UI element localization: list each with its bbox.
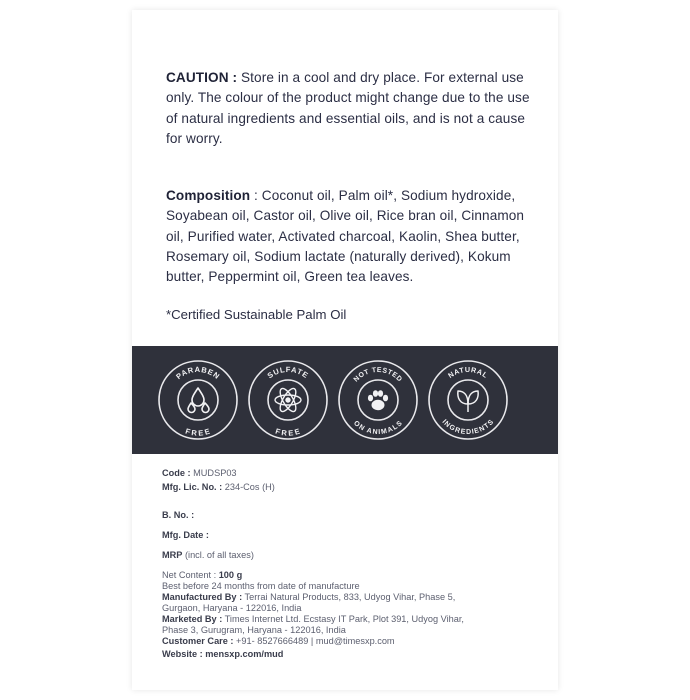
composition-text — [166, 186, 536, 287]
batch-row: B. No. : — [162, 510, 195, 520]
palm-oil-footnote: *Certified Sustainable Palm Oil — [166, 307, 347, 322]
caution-label: CAUTION : — [166, 70, 238, 85]
badge-top-text: PARABEN — [174, 364, 222, 382]
svg-text:NATURAL — [446, 365, 489, 380]
marketed-by-row: Marketed By : Times Internet Ltd. Ecstasy IT Park, Plot 391, Udyog Vihar, — [162, 614, 464, 624]
customer-care-row: Customer Care : +91- 8527666489 | mud@timesxp.com — [162, 636, 395, 646]
badge-bottom-text: INGREDIENTS — [440, 418, 496, 437]
svg-text:SULFATE — [266, 365, 311, 380]
mrp-row: MRP (incl. of all taxes) — [162, 550, 254, 560]
badge-natural-ingredients — [426, 358, 510, 442]
manufactured-address-row: Gurgaon, Haryana - 122016, India — [162, 603, 302, 613]
mfg-lic-row: Mfg. Lic. No. : 234-Cos (H) — [162, 482, 275, 492]
svg-text:PARABEN — [174, 365, 221, 381]
marketed-address-row: Phase 3, Gurugram, Haryana - 122016, India — [162, 625, 346, 635]
code-row: Code : MUDSP03 — [162, 468, 237, 478]
atom-icon — [275, 386, 301, 414]
composition-body: : Coconut oil, Palm oil*, Sodium hydroxide, Soyabean oil, Castor oil, Olive oil, Rice bran oil, Cinnamon oil, Purified water, Activated charcoal, Kaolin, Shea butter, Rosemary oil, Sodium lactate (naturally derived), Kokum butter, Peppermint oil, Green tea leaves. — [166, 188, 525, 285]
svg-text:FREE — [274, 427, 301, 438]
paw-icon — [368, 390, 388, 410]
badge-top-text: NATURAL — [446, 364, 490, 380]
best-before-row: Best before 24 months from date of manufacture — [162, 581, 360, 591]
manufactured-by-row: Manufactured By : Terrai Natural Products, 833, Udyog Vihar, Phase 5, — [162, 592, 456, 602]
svg-text:FREE — [184, 427, 211, 438]
website-row: Website : mensxp.com/mud — [162, 649, 284, 659]
mfg-date-row: Mfg. Date : — [162, 530, 209, 540]
net-content-row: Net Content : 100 g — [162, 570, 243, 580]
product-box-back-panel — [132, 10, 558, 690]
badge-paraben-free — [156, 358, 240, 442]
badge-bottom-text: ON ANIMALS — [352, 419, 405, 437]
badge-top-text: NOT TESTED — [352, 366, 404, 384]
badge-bottom-text: FREE — [184, 426, 212, 438]
badge-sulfate-free — [246, 358, 330, 442]
claims-band — [132, 346, 558, 454]
caution-text — [166, 68, 536, 149]
svg-text:NOT TESTED — [353, 367, 404, 384]
caution-body: Store in a cool and dry place. For external use only. The colour of the product might change due to the use of natural ingredients and essential oils, and is not a cause for worry. — [166, 70, 530, 146]
badge-bottom-text: FREE — [274, 426, 302, 438]
badge-not-tested-on-animals — [336, 358, 420, 442]
badge-top-text: SULFATE — [265, 364, 311, 381]
drops-icon — [188, 388, 209, 413]
composition-label: Composition — [166, 188, 251, 203]
leaf-icon — [458, 391, 478, 412]
